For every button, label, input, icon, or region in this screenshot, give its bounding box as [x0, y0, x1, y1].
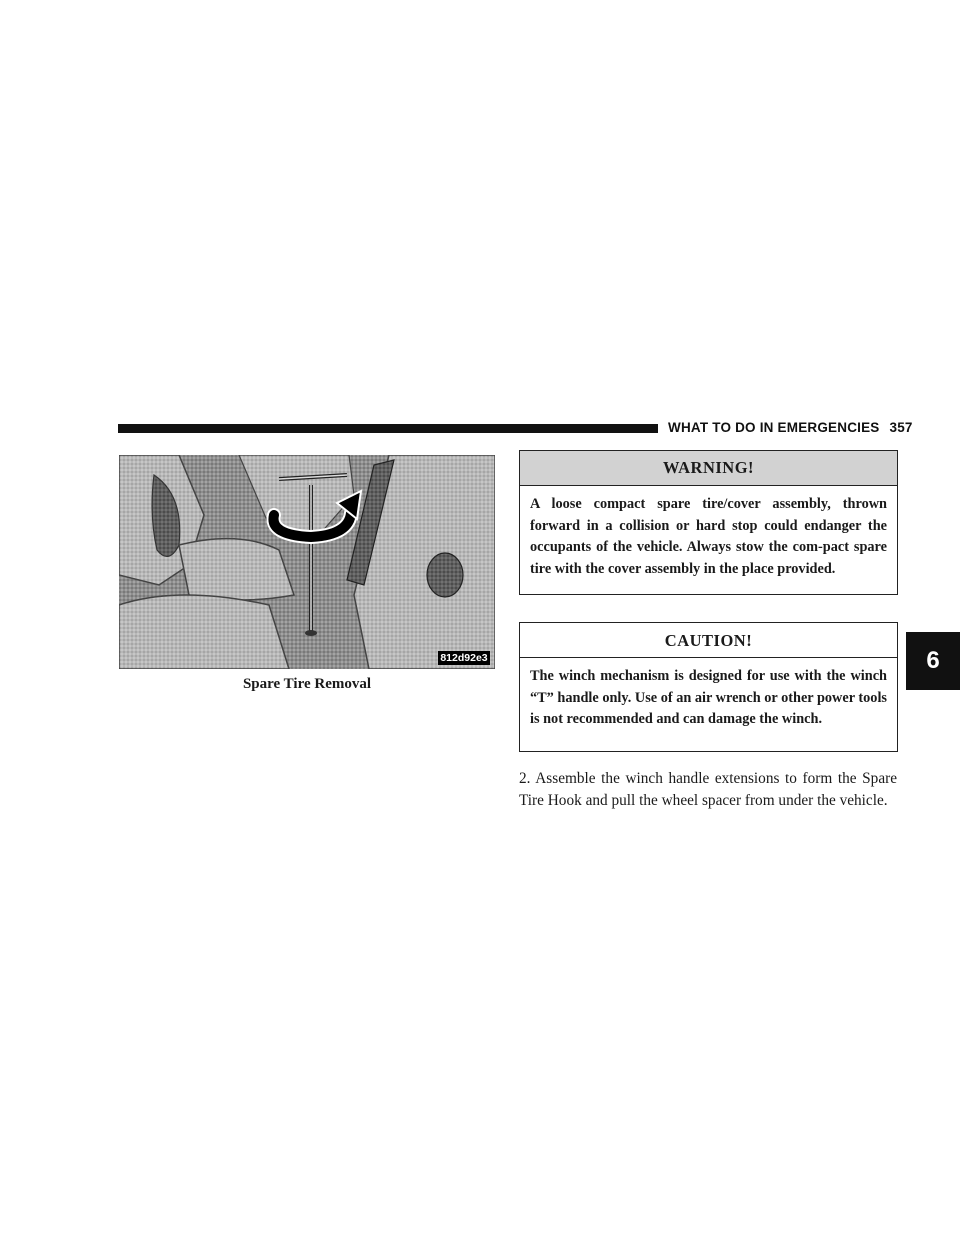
spare-tire-removal-illustration — [119, 455, 495, 669]
figure-caption: Spare Tire Removal — [242, 676, 372, 692]
step-paragraph: 2. Assemble the winch handle extensions to form the Spare Tire Hook and pull the wheel spacer from under the vehicle. — [519, 770, 897, 809]
figure-code-label: 812d92e3 — [438, 651, 490, 665]
warning-body: A loose compact spare tire/cover assembly, thrown forward in a collision or hard stop could endanger the occupants of the vehicle. Always stow the com-pact spare tire with the cover assembly in the place provided. — [530, 496, 887, 577]
caution-body: The winch mechanism is designed for use with the winch “T” handle only. Use of an air wrench or other power tools is not recommended and can damage the winch. — [530, 668, 887, 727]
section-title: WHAT TO DO IN EMERGENCIES — [668, 420, 880, 435]
caution-box — [519, 622, 898, 752]
chapter-tab: 6 — [906, 632, 960, 690]
warning-heading: WARNING! — [520, 451, 897, 486]
page-number: 357 — [889, 420, 913, 435]
header-rule — [118, 424, 658, 433]
running-header — [668, 420, 913, 435]
caution-heading: CAUTION! — [520, 623, 897, 658]
warning-box — [519, 450, 898, 595]
